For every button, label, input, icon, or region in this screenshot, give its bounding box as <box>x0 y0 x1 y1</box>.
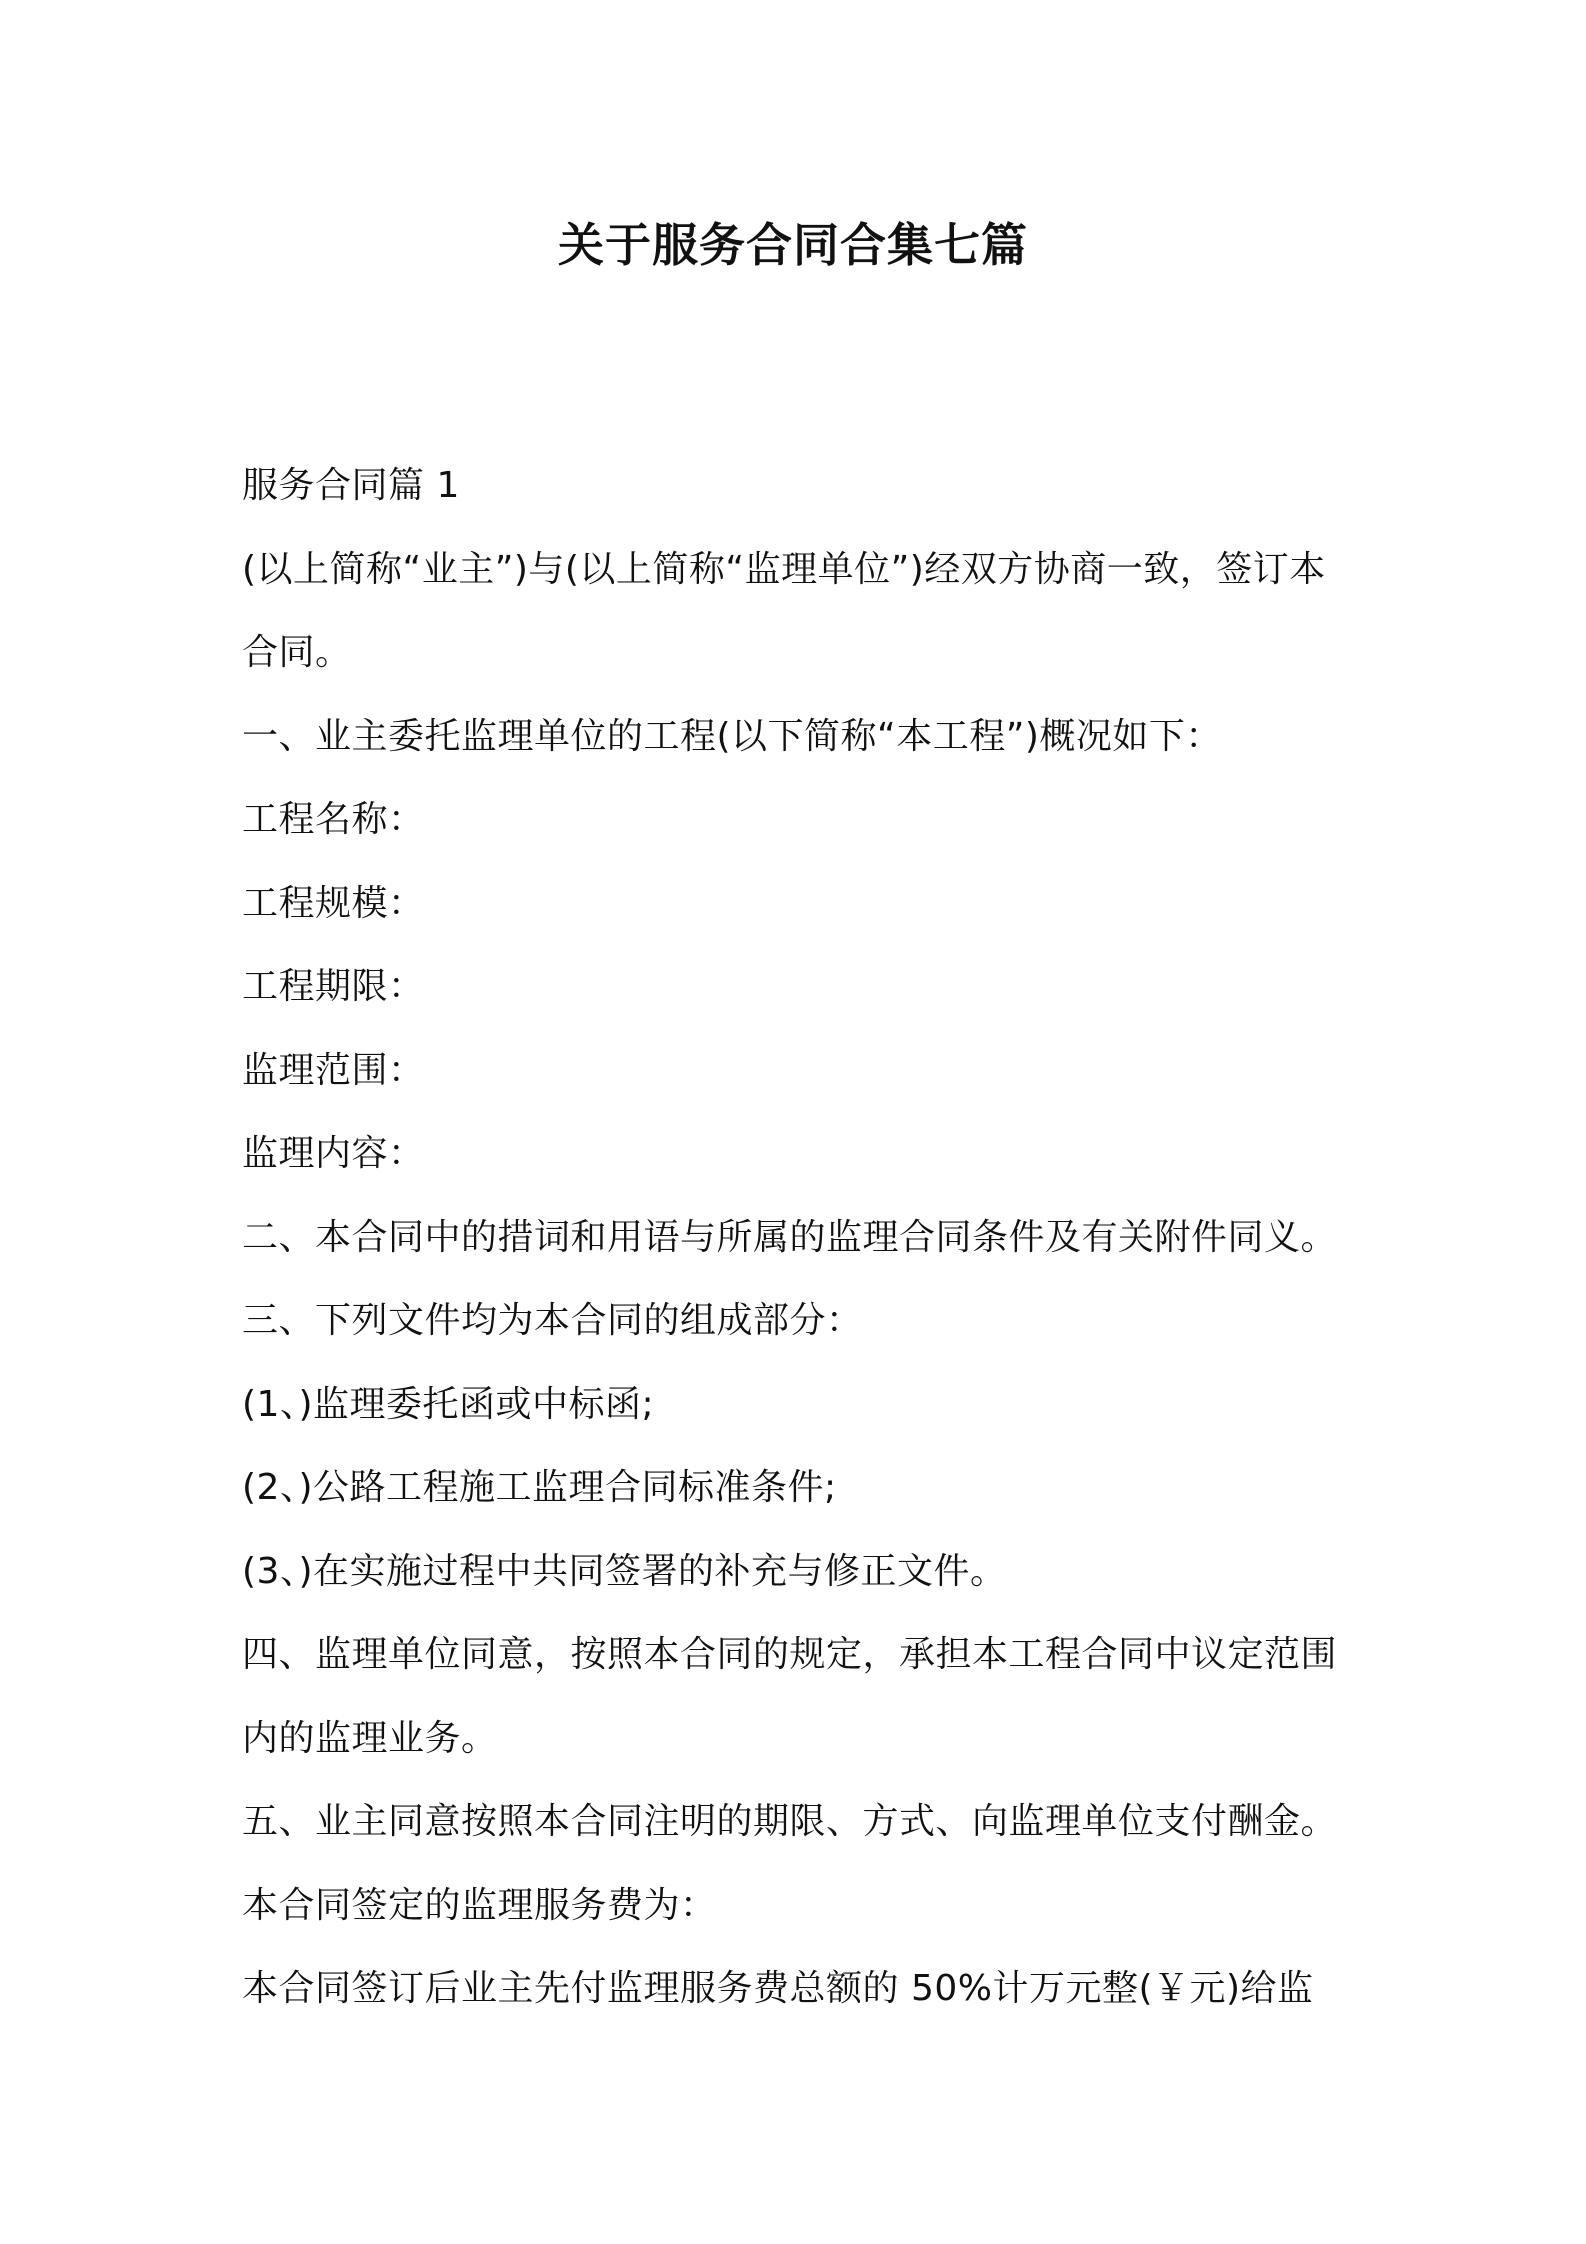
field-line: 监理内容： <box>242 1133 425 1174</box>
paragraph: 本合同签定的监理服务费为： <box>242 1884 717 1926</box>
field-line: 监理范围： <box>242 1049 425 1091</box>
list-item: (2、)公路工程施工监理合同标准条件; <box>242 1467 837 1508</box>
paragraph: (以上简称“业主”)与(以上简称“监理单位”)经双方协商一致，签订本合同。 <box>242 548 1326 673</box>
paragraph: 四、监理单位同意，按照本合同的规定，承担本工程合同中议定范围内的监理业务。 <box>242 1634 1338 1759</box>
paragraph: 三、下列文件均为本合同的组成部分： <box>242 1300 863 1341</box>
field-line: 工程名称： <box>242 799 425 840</box>
field-line: 工程期限： <box>242 966 425 1007</box>
document-body <box>242 444 1362 2031</box>
paragraph: 二、本合同中的措词和用语与所属的监理合同条件及有关附件同义。 <box>242 1216 1338 1258</box>
paragraph: 五、业主同意按照本合同注明的期限、方式、向监理单位支付酬金。 <box>242 1801 1338 1842</box>
section-heading: 服务合同篇 1 <box>242 465 460 506</box>
paragraph: 本合同签订后业主先付监理服务费总额的 50%计万元整(￥元)给监 <box>242 1968 1314 2009</box>
list-item: (3、)在实施过程中共同签署的补充与修正文件。 <box>242 1550 1007 1592</box>
document-title: 关于服务合同合集七篇 <box>558 218 1028 272</box>
field-line: 工程规模： <box>242 882 425 924</box>
list-item: (1、)监理委托函或中标函; <box>242 1383 655 1425</box>
paragraph: 一、业主委托监理单位的工程(以下简称“本工程”)概况如下： <box>242 715 1222 757</box>
